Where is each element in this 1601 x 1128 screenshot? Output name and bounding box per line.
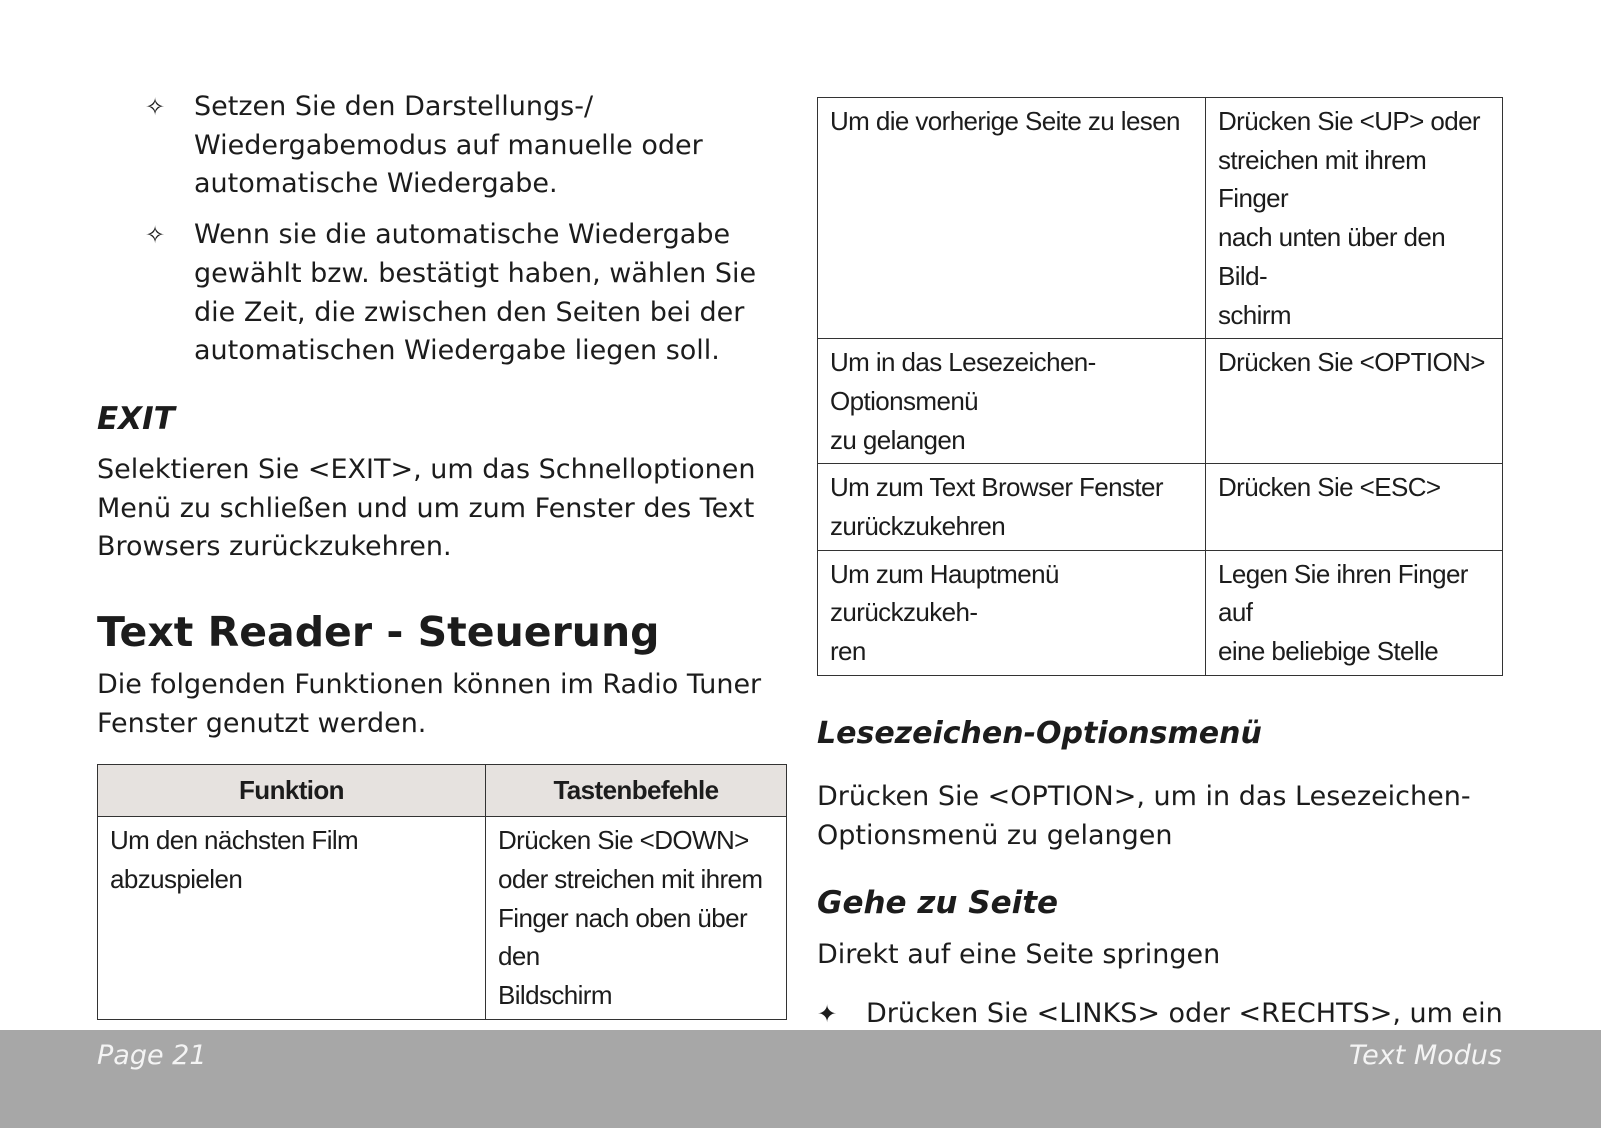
goto-page-heading: Gehe zu Seite bbox=[817, 885, 1059, 922]
table-header-row bbox=[98, 765, 787, 817]
bullet-line: automatische Wiedergabe. bbox=[194, 168, 558, 200]
bullet-line: Wiedergabemodus auf manuelle oder bbox=[194, 129, 703, 161]
playback-bullet-list bbox=[145, 88, 787, 371]
table-row bbox=[818, 339, 1503, 464]
bookmark-options-heading: Lesezeichen-Optionsmenü bbox=[817, 715, 1262, 751]
page-footer bbox=[0, 1030, 1601, 1128]
bullet-line: automatischen Wiedergabe liegen soll. bbox=[194, 335, 720, 367]
function-cell: Um den nächsten Film abzuspielen bbox=[98, 817, 486, 1020]
command-cell: Drücken Sie <ESC> bbox=[1206, 464, 1503, 550]
goto-page-paragraph: Direkt auf eine Seite springen bbox=[817, 939, 1221, 971]
column-header-commands: Tastenbefehle bbox=[486, 765, 787, 817]
page-number: Page 21 bbox=[97, 1040, 207, 1071]
table-row bbox=[818, 464, 1503, 550]
page-title: Text Reader - Steuerung bbox=[97, 608, 660, 657]
function-cell: Um zum Text Browser Fenster zurückzukehren bbox=[818, 464, 1206, 550]
controls-table bbox=[97, 764, 787, 1019]
column-header-function: Funktion bbox=[98, 765, 486, 817]
controls-table-continued bbox=[817, 97, 1503, 676]
table-row bbox=[818, 98, 1503, 339]
intro-paragraph: Die folgenden Funktionen können im Radio Tuner Fenster genutzt werden. bbox=[97, 669, 762, 739]
bookmark-options-paragraph: Drücken Sie <OPTION>, um in das Lesezeichen- Optionsmenü zu gelangen bbox=[817, 780, 1471, 851]
function-cell: Um die vorherige Seite zu lesen bbox=[818, 98, 1206, 339]
exit-paragraph: Selektieren Sie <EXIT>, um das Schnelloptionen Menü zu schließen und um zum Fenster des Text Browsers zurückzukehren. bbox=[97, 453, 756, 563]
command-cell: Legen Sie ihren Finger auf eine beliebige Stelle bbox=[1206, 550, 1503, 675]
bullet-line: die Zeit, die zwischen den Seiten bei der bbox=[194, 296, 745, 328]
command-cell: Drücken Sie <UP> oder streichen mit ihrem Finger nach unten über den Bild- schirm bbox=[1206, 98, 1503, 339]
bullet-line: gewählt bzw. bestätigt haben, wählen Sie bbox=[194, 257, 757, 289]
bullet-item bbox=[145, 216, 787, 371]
function-cell: Um in das Lesezeichen-Optionsmenü zu gelangen bbox=[818, 339, 1206, 464]
exit-heading: EXIT bbox=[97, 400, 175, 437]
right-column bbox=[817, 97, 1503, 1084]
section-name: Text Modus bbox=[1348, 1040, 1502, 1071]
star-outline-icon: ✧ bbox=[145, 93, 166, 121]
bullet-line: Setzen Sie den Darstellungs-/ bbox=[194, 91, 594, 122]
table-row bbox=[98, 817, 787, 1020]
bullet-line: Drücken Sie <LINKS> oder <RECHTS>, um ein bbox=[866, 997, 1503, 1029]
table-row bbox=[818, 550, 1503, 675]
command-cell: Drücken Sie <DOWN> oder streichen mit ihrem Finger nach oben über den Bildschirm bbox=[486, 817, 787, 1020]
command-cell: Drücken Sie <OPTION> bbox=[1206, 339, 1503, 464]
star-filled-icon: ✦ bbox=[817, 999, 838, 1028]
star-outline-icon: ✧ bbox=[145, 221, 166, 250]
bullet-item bbox=[145, 88, 787, 204]
bullet-line: Wenn sie die automatische Wiedergabe bbox=[194, 219, 731, 251]
function-cell: Um zum Hauptmenü zurückzukeh- ren bbox=[818, 550, 1206, 675]
left-column bbox=[97, 88, 787, 1020]
